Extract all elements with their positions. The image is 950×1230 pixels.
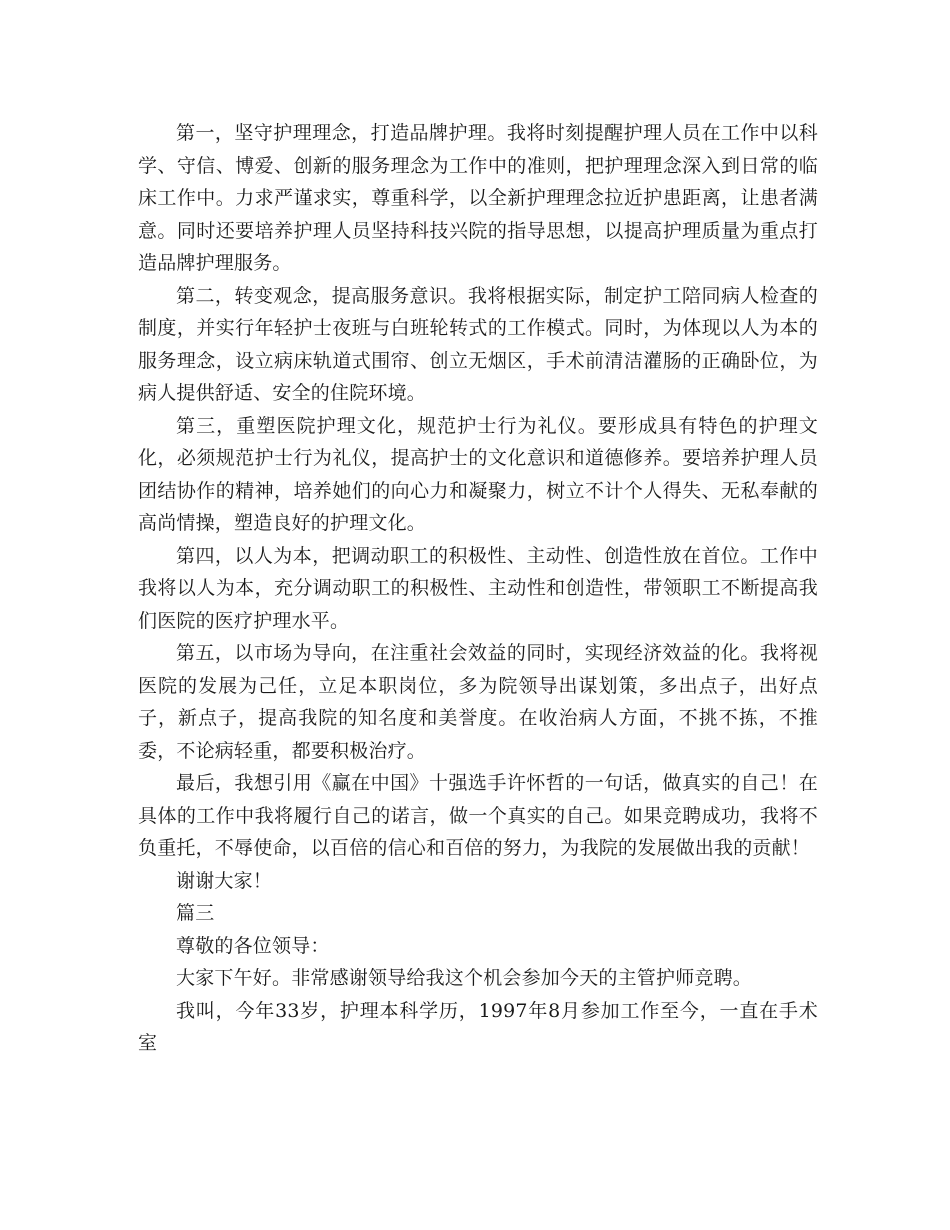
section-heading: 篇三 (176, 902, 215, 924)
document-body (138, 117, 818, 1060)
paragraph-5: 第五，以市场为导向，在注重社会效益的同时，实现经济效益的化。我将视医院的发展为己任，立足本职岗位，多为院领导出谋划策，多出点子，出好点子，新点子，提高我院的知名度和美誉度。在收治病人方面，不挑不拣，不推委，不论病轻重，都要积极治疗。 (138, 642, 818, 762)
paragraph-2: 第二，转变观念，提高服务意识。我将根据实际，制定护工陪同病人检查的制度，并实行年轻护士夜班与白班轮转式的工作模式。同时，为体现以人为本的服务理念，设立病床轨道式围帘、创立无烟区，手术前清洁灌肠的正确卧位，为病人提供舒适、安全的住院环境。 (138, 284, 818, 404)
paragraph-3: 第三，重塑医院护理文化，规范护士行为礼仪。要形成具有特色的护理文化，必须规范护士行为礼仪，提高护士的文化意识和道德修养。要培养护理人员团结协作的精神，培养她们的向心力和凝聚力，树立不计个人得失、无私奉献的高尚情操，塑造良好的护理文化。 (138, 414, 818, 534)
paragraph-thanks: 谢谢大家！ (176, 869, 273, 892)
salutation: 尊敬的各位领导： (176, 934, 330, 957)
paragraph-4: 第四，以人为本，把调动职工的积极性、主动性、创造性放在首位。工作中我将以人为本，充分调动职工的积极性、主动性和创造性，带领职工不断提高我们医院的医疗护理水平。 (138, 544, 818, 632)
paragraph-6: 最后，我想引用《赢在中国》十强选手许怀哲的一句话，做真实的自己！在具体的工作中我将履行自己的诺言，做一个真实的自己。如果竞聘成功，我将不负重托，不辱使命，以百倍的信心和百倍的努力，为我院的发展做出我的贡献！ (138, 772, 818, 859)
intro-paragraph: 我叫，今年33岁，护理本科学历，1997年8月参加工作至今，一直在手术室 (138, 999, 818, 1054)
paragraph-1: 第一，坚守护理理念，打造品牌护理。我将时刻提醒护理人员在工作中以科学、守信、博爱、创新的服务理念为工作中的准则，把护理理念深入到日常的临床工作中。力求严谨求实，尊重科学，以全新护理理念拉近护患距离，让患者满意。同时还要培养护理人员坚持科技兴院的指导思想，以提高护理质量为重点打造品牌护理服务。 (138, 122, 818, 274)
greeting-paragraph: 大家下午好。非常感谢领导给我这个机会参加今天的主管护师竞聘。 (176, 967, 753, 989)
